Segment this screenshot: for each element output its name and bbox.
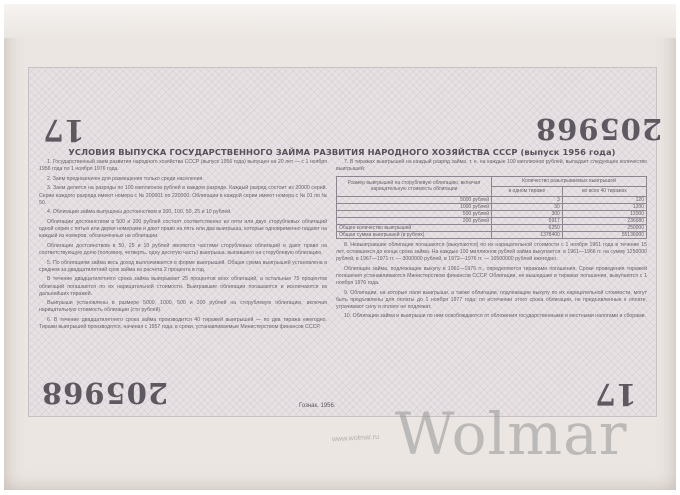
table-cell: 120 [562,196,646,203]
conditions-heading: УСЛОВИЯ ВЫПУСКА ГОСУДАРСТВЕННОГО ЗАЙМА РАЗВИТИЯ НАРОДНОГО ХОЗЯЙСТВА СССР (выпуск 1956 года) [68,147,616,157]
table-row [337,203,647,210]
table-header-row [337,176,647,186]
table-cell: 55136000 [562,231,646,238]
condition-paragraph: Выигрыши установлены в размере 5000, 1000, 500 и 200 рублей на сторублевую облигацию, включая нарицательную стоимость облигации (сто рублей). [39,300,327,314]
table-cell: 1378400 [492,231,563,238]
table-cell: 500 рублей [337,210,492,217]
table-cell: 12000 [562,210,646,217]
table-cell: 30 [492,203,563,210]
table-header-all-draws: во всех 40 тиражах [562,186,646,196]
table-cell: 200 рублей [337,217,492,224]
condition-paragraph: Облигации займа, подлежащие выкупу в 1961—1976 гг., определяются тиражами погашения. Сроки проведения тиражей погашения устанавливаются Министерством финансов СССР. Облигации, не вышедшие в тиражах погашения, выкупаются с 1 ноября 1976 года. [336,265,647,286]
table-cell: 3 [492,196,563,203]
table-total-row [337,231,647,238]
condition-paragraph: 8. Невыигравшие облигации погашаются (выкупаются) по их нарицательной стоимости с 1 ноября 1961 года в течение 15 лет, оставшихся до конца срока займа. На каждые 100 миллионов рублей займа выкупается: в 1961—1966 гг. на сумму 1250000 рублей, в 1967—1971 гг. — 3000000 рублей, в 1972—1976 гг. — 10500000 рублей ежегодно. [336,241,647,262]
watermark-text: Wolmar [395,400,628,468]
series-number-bottom: 17 [595,376,637,411]
table-cell: Общее количество выигрышей [337,224,492,231]
condition-paragraph: 10. Облигации займа и выигрыши по ним освобождаются от обложения государственными и местными налогами и сборами. [344,313,646,320]
condition-paragraph: 1. Государственный заем развития народного хозяйства СССР (выпуск 1956 года) выпущен на 20 лет — с 1 ноября 1956 года по 1 ноября 1976 года. [39,159,327,173]
serial-number-bottom: 205968 [41,376,169,410]
condition-paragraph: 9. Облигации, на которые пали выигрыши, а также облигации, подлежащие выкупу по их нарицательной стоимости, могут быть предъявлены для оплаты до 1 ноября 1977 года; по истечении этого срока облигации, не предъявленные к оплате, утрачивают силу и оплате не подлежат. [336,289,647,310]
table-cell: 6250 [492,224,563,231]
table-cell: 1200 [562,203,646,210]
table-row [337,217,647,224]
table-row [337,210,647,217]
condition-paragraph: 7. В тиражах выигрышей на каждый разряд займа, т. е. на каждые 100 миллионов рублей, выпадает следующее количество выигрышей: [336,159,647,173]
table-header-prize: Размер выигрышей на сторублевую облигацию, включая нарицательную стоимость облигации [337,176,492,196]
table-cell: Общая сумма выигрышей (в рублях) [337,231,492,238]
printer-imprint: Гознак. 1956. [299,403,336,409]
table-cell: 300 [492,210,563,217]
condition-paragraph: В течение двадцатилетнего срока займа выигрывает 25 процентов всех облигаций, а остальные 75 процентов облигаций погашаются по их нарицательной стоимости. Выигравшие облигации погашаются и исключаются из дальнейших тиражей. [39,276,327,297]
prize-table [336,176,647,239]
table-cell: 1000 рублей [337,203,492,210]
condition-paragraph: 3. Заем делится на разряды по 100 миллионов рублей в каждом разряде. Каждый разряд состоит из 20000 серий. Серии каждого разряда имеют номера с № 200001 по 220000. Облигации в каждой серии имеют номера с № 01 по № 50. [39,185,327,206]
table-cell: 250000 [562,224,646,231]
condition-paragraph: 2. Заем предназначен для размещения только среди населения. [47,175,204,182]
condition-paragraph: 6. В течение двадцатилетнего срока займа производится 40 тиражей выигрышей — по два тиража ежегодно. Тиражи выигрышей производятся, начиная с 1957 года, в сроки, устанавливаемые Министерством финансов СССР. [39,317,327,331]
condition-paragraph: 5. По облигациям займа весь доход выплачивается в форме выигрышей. Общая сумма выигрышей установлена в среднем за двадцатилетний срок займа из расчета 2 процента в год. [39,259,327,273]
table-cell: 5917 [492,217,563,224]
conditions-right-column [336,159,647,323]
table-total-row [337,224,647,231]
table-header-count: Количество разыгрываемых выигрышей [492,176,647,186]
table-header-one-draw: в одном тираже [492,186,563,196]
conditions-left-column [39,159,327,334]
series-number-top: 17 [43,112,85,147]
table-cell: 5000 рублей [337,196,492,203]
table-cell: 236680 [562,217,646,224]
serial-number-top: 205968 [535,112,663,146]
table-row [337,196,647,203]
condition-paragraph: Облигации достоинством в 50, 25 и 10 рублей являются частями сторублевых облигаций и дают право на соответствующую долю (половину, четверть, одну десятую часть) выигрыша, выпавшего на сторублевую облигацию. [39,242,327,256]
watermark-url: www.wolmar.ru [331,433,380,444]
condition-paragraph: 4. Облигации займа выпущены достоинством в 200, 100, 50, 25 и 10 рублей. [47,209,232,216]
text-frame [28,67,663,417]
condition-paragraph: Облигации достоинством в 500 и 200 рублей состоят соответственно из пяти или двух сторублевых облигаций одной серии с пятью или двумя номерами и дают право на пять или два выигрыша, которые одновременно падают на каждый из номеров, обозначенных на облигации. [39,219,327,240]
